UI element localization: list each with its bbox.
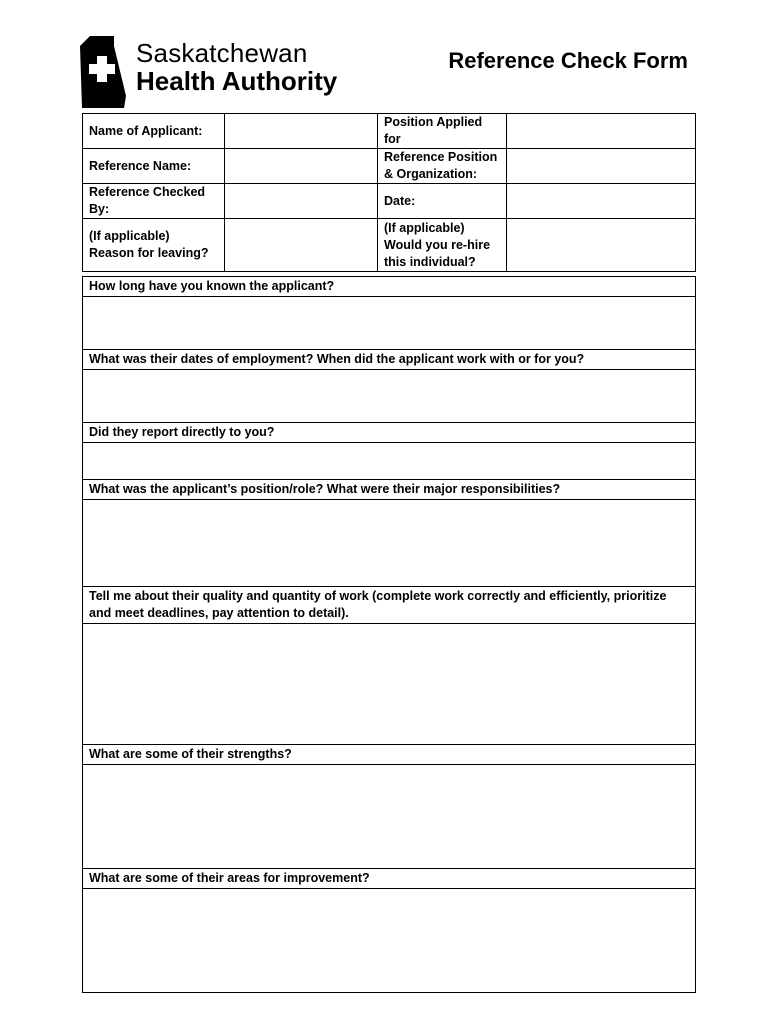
position-applied-cell[interactable]: [507, 114, 696, 149]
answer-report-directly[interactable]: [83, 443, 695, 479]
answer-areas-for-improvement[interactable]: [83, 923, 695, 959]
answer-strengths[interactable]: [83, 799, 695, 835]
reference-checked-by-cell[interactable]: [225, 184, 378, 219]
reference-position-label: Reference Position & Organization:: [378, 149, 507, 184]
applicant-name-field[interactable]: [225, 124, 377, 138]
reference-name-cell[interactable]: [225, 149, 378, 184]
question-known-duration: How long have you known the applicant?: [83, 277, 696, 297]
question-position-role: What was the applicant’s position/role? What were their major responsibilities?: [83, 480, 696, 500]
answer-areas-for-improvement-cell[interactable]: [83, 889, 696, 993]
cross-shield-icon: [80, 36, 126, 108]
answer-report-directly-cell[interactable]: [83, 443, 696, 480]
reference-checked-by-label: Reference Checked By:: [83, 184, 225, 219]
reference-questions-table: [82, 276, 696, 993]
applicant-info-table: [82, 113, 696, 272]
reason-for-leaving-field[interactable]: [225, 238, 377, 252]
question-report-directly: Did they report directly to you?: [83, 423, 696, 443]
position-applied-label: Position Applied for: [378, 114, 507, 149]
reference-name-label: Reference Name:: [83, 149, 225, 184]
reference-name-field[interactable]: [225, 159, 377, 173]
answer-dates-of-employment-cell[interactable]: [83, 370, 696, 423]
question-quality-of-work: Tell me about their quality and quantity of work (complete work correctly and efficiently, prioritize and meet deadlines, pay attention to detail).: [83, 587, 696, 624]
answer-known-duration-cell[interactable]: [83, 297, 696, 350]
question-strengths: What are some of their strengths?: [83, 745, 696, 765]
rehire-field[interactable]: [507, 238, 695, 252]
question-dates-of-employment: What was their dates of employment? When did the applicant work with or for you?: [83, 350, 696, 370]
applicant-name-cell[interactable]: [225, 114, 378, 149]
form-title: Reference Check Form: [448, 48, 688, 73]
answer-strengths-cell[interactable]: [83, 765, 696, 869]
rehire-label: (If applicable) Would you re-hire this individual?: [378, 219, 507, 272]
info-row: [83, 184, 696, 219]
date-field[interactable]: [507, 194, 695, 208]
info-row: [83, 149, 696, 184]
answer-quality-of-work[interactable]: [83, 666, 695, 702]
date-cell[interactable]: [507, 184, 696, 219]
applicant-name-label: Name of Applicant:: [83, 114, 225, 149]
reference-checked-by-field[interactable]: [225, 194, 377, 208]
reason-for-leaving-cell[interactable]: [225, 219, 378, 272]
date-label: Date:: [378, 184, 507, 219]
position-applied-field[interactable]: [507, 124, 695, 138]
answer-quality-of-work-cell[interactable]: [83, 624, 696, 745]
question-areas-for-improvement: What are some of their areas for improvement?: [83, 869, 696, 889]
answer-known-duration[interactable]: [83, 305, 695, 341]
answer-position-role[interactable]: [83, 525, 695, 561]
reference-position-field[interactable]: [507, 159, 695, 173]
answer-dates-of-employment[interactable]: [83, 378, 695, 414]
logo-text-line1: Saskatchewan: [136, 38, 308, 68]
organization-logo: [80, 36, 337, 108]
logo-text-line2: Health Authority: [136, 66, 338, 96]
reason-for-leaving-label: (If applicable) Reason for leaving?: [83, 219, 225, 272]
answer-position-role-cell[interactable]: [83, 500, 696, 587]
rehire-cell[interactable]: [507, 219, 696, 272]
info-row: [83, 114, 696, 149]
reference-position-cell[interactable]: [507, 149, 696, 184]
info-row: [83, 219, 696, 272]
